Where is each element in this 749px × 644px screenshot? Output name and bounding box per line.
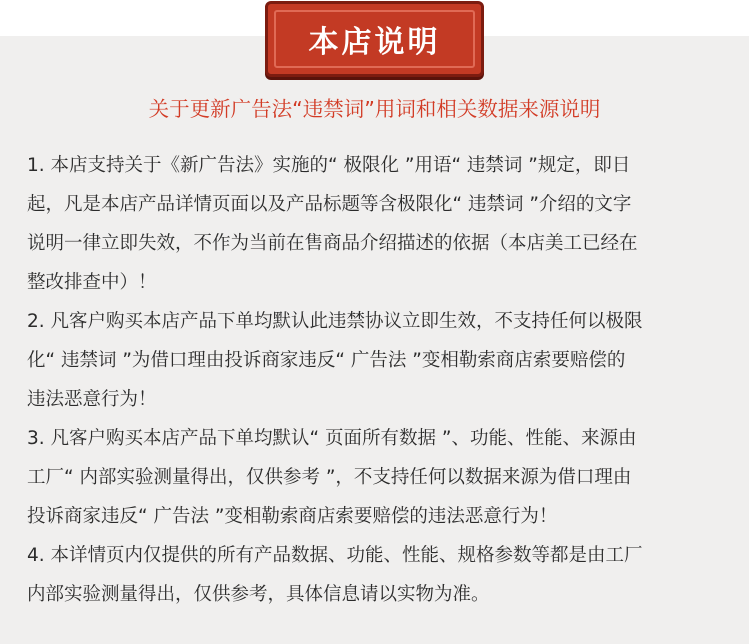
notice-line: 1. 本店支持关于《新广告法》实施的“ 极限化 ”用语“ 违禁词 ”规定，即日	[27, 155, 631, 176]
notice-line: 化“ 违禁词 ”为借口理由投诉商家违反“ 广告法 ”变相勒索商店索要赔偿的	[27, 350, 626, 371]
notice-line: 投诉商家违反“ 广告法 ”变相勒索商店索要赔偿的违法恶意行为！	[27, 506, 558, 527]
badge-title: 本店说明	[308, 25, 441, 60]
notice-line: 内部实验测量得出，仅供参考，具体信息请以实物为准。	[27, 584, 490, 605]
notice-line: 2. 凡客户购买本店产品下单均默认此违禁协议立即生效，不支持任何以极限	[27, 311, 643, 332]
notice-body	[27, 146, 727, 614]
subtitle: 关于更新广告法“违禁词”用词和相关数据来源说明	[148, 97, 601, 121]
notice-line: 整改排查中）！	[27, 272, 157, 293]
notice-line: 3. 凡客户购买本店产品下单均默认“ 页面所有数据 ”、功能、性能、来源由	[27, 428, 637, 449]
notice-line: 说明一律立即失效，不作为当前在售商品介绍描述的依据（本店美工已经在	[27, 233, 638, 254]
notice-line: 起，凡是本店产品详情页面以及产品标题等含极限化“ 违禁词 ”介绍的文字	[27, 194, 632, 215]
notice-line: 违法恶意行为！	[27, 389, 157, 410]
title-badge	[265, 1, 484, 77]
notice-line: 工厂“ 内部实验测量得出，仅供参考 ”，不支持任何以数据来源为借口理由	[27, 467, 632, 488]
notice-line: 4. 本详情页内仅提供的所有产品数据、功能、性能、规格参数等都是由工厂	[27, 545, 643, 566]
